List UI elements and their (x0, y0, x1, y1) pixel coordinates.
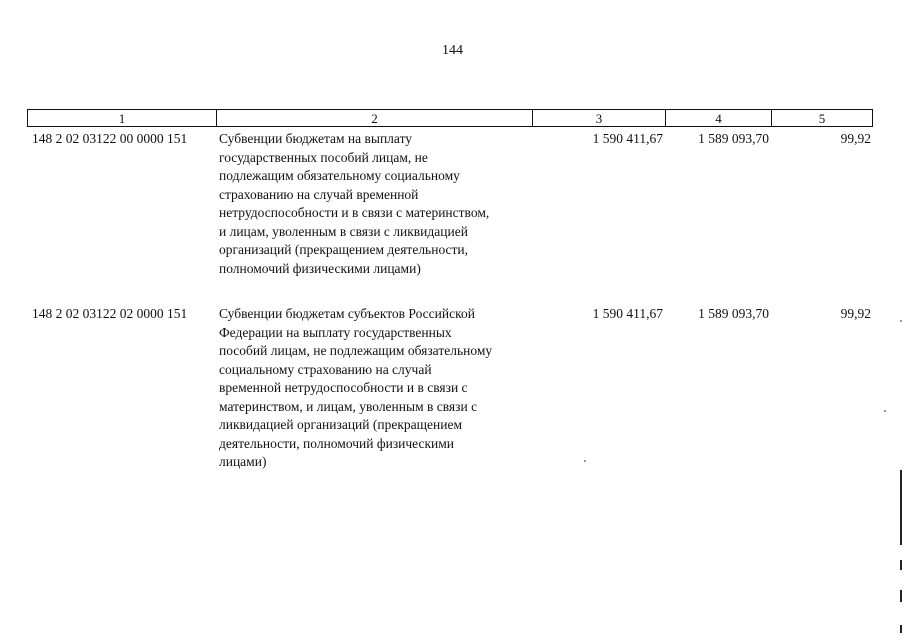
header-col-2: 2 (216, 109, 533, 127)
row-description (219, 305, 534, 472)
description-line: нетрудоспособности и в связи с материнством, (219, 205, 490, 220)
description-line: подлежащим обязательному социальному (219, 168, 460, 183)
scan-edge-mark (900, 560, 902, 570)
budget-code: 148 2 02 03122 00 0000 151 (32, 131, 188, 146)
description-line: и лицам, уволенным в связи с ликвидацией (219, 223, 468, 239)
description-line: социальному страхованию на случай (219, 361, 432, 377)
scan-speck (884, 410, 886, 412)
header-col-1: 1 (27, 109, 217, 127)
scan-edge-mark (900, 470, 902, 545)
description-line: ликвидацией организаций (прекращением (219, 417, 463, 432)
header-col-5: 5 (771, 109, 873, 127)
description-line: материнством, и лицам, уволенным в связи с (219, 398, 478, 414)
budget-code: 148 2 02 03122 02 0000 151 (32, 306, 188, 321)
description-line: деятельности, полномочий физическими (219, 435, 455, 451)
fact-amount: 1 589 093,70 (698, 131, 769, 146)
row-description (219, 130, 534, 278)
scan-speck (584, 460, 586, 462)
execution-percent: 99,92 (840, 306, 871, 321)
description-line: лицами) (219, 454, 267, 469)
description-line: Федерации на выплату государственных (219, 324, 452, 340)
description-line: государственных пособий лицам, не (219, 149, 428, 165)
description-line: Субвенции бюджетам на выплату (219, 131, 413, 146)
fact-amount: 1 589 093,70 (698, 306, 769, 321)
description-line: организаций (прекращением деятельности, (219, 242, 469, 257)
header-col-4: 4 (665, 109, 772, 127)
description-line: страхованию на случай временной (219, 186, 419, 202)
plan-amount: 1 590 411,67 (592, 131, 663, 146)
description-line: пособий лицам, не подлежащим обязательному (219, 343, 493, 358)
table-header-row (27, 109, 873, 127)
scan-edge-mark (900, 590, 902, 602)
description-line: временной нетрудоспособности и в связи с (219, 380, 468, 395)
description-line: Субвенции бюджетам субъектов Российской (219, 306, 475, 321)
page-number: 144 (442, 43, 463, 58)
scan-edge-mark (900, 625, 902, 633)
header-col-3: 3 (532, 109, 666, 127)
scan-speck (900, 320, 902, 322)
description-line: полномочий физическими лицами) (219, 260, 421, 276)
execution-percent: 99,92 (840, 131, 871, 146)
plan-amount: 1 590 411,67 (592, 306, 663, 321)
